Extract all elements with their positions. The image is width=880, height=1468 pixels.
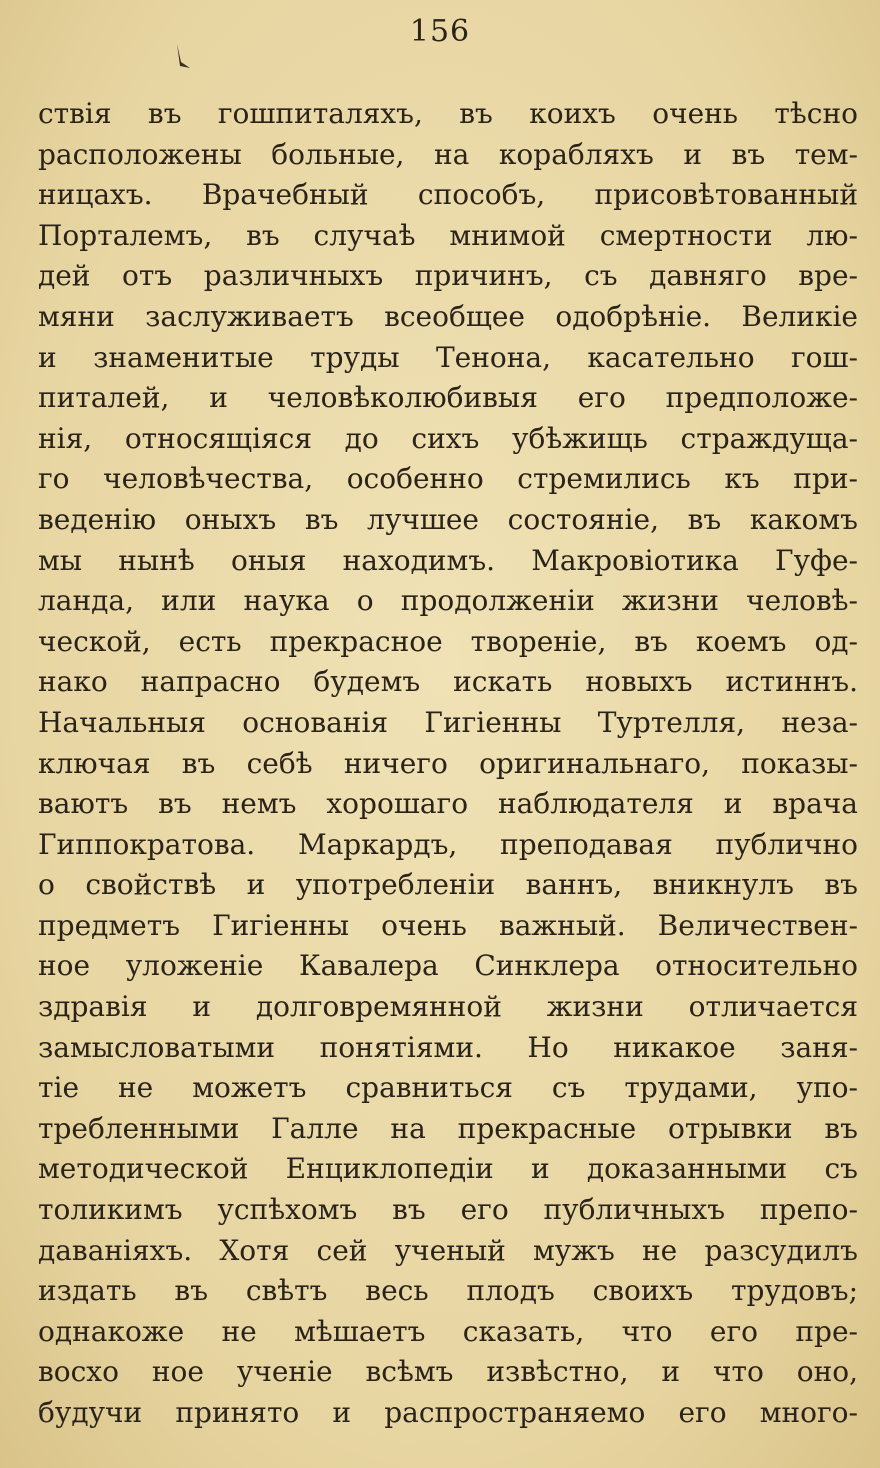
text-line: даваніяхъ. Хотя сей ученый мужъ не разсудилъ [38, 1233, 858, 1267]
text-line: здравія и долговремянной жизни отличается [38, 990, 858, 1024]
text-line: восхо ное ученіе всѣмъ извѣстно, и что оно, [38, 1355, 858, 1389]
text-line: нако напрасно будемъ искать новыхъ истиннъ. [38, 665, 858, 699]
text-line: ствія въ гошпиталяхъ, въ коихъ очень тѣсно [38, 97, 858, 130]
text-line: веденію оныхъ въ лучшее состояніе, въ какомъ [38, 502, 858, 536]
text-line: го человѣчества, особенно стремились къ при- [38, 462, 858, 496]
text-line: толикимъ успѣхомъ въ его публичныхъ препо- [38, 1193, 858, 1227]
text-line: ключая въ себѣ ничего оригинальнаго, показы- [38, 746, 858, 780]
text-line: однакоже не мѣшаетъ сказать, что его пре- [38, 1314, 858, 1348]
text-line: будучи принято и распространяемо его много- [38, 1396, 858, 1429]
text-line: методической Енциклопедіи и доказанными съ [38, 1152, 858, 1186]
text-line: мы нынѣ оныя находимъ. Макровіотика Гуфе- [38, 543, 858, 577]
text-line: замысловатыми понятіями. Но никакое заня- [38, 1030, 858, 1064]
text-line: ваютъ въ немъ хорошаго наблюдателя и врача [38, 787, 858, 821]
ink-mark-icon [172, 42, 194, 72]
text-line: дей отъ различныхъ причинъ, съ давняго вре- [38, 259, 858, 293]
text-line: ланда, или наука о продолженіи жизни человѣ- [38, 584, 858, 618]
page-number: 156 [409, 14, 471, 49]
text-line: нія, относящіяся до сихъ убѣжищь страждуща- [38, 421, 858, 455]
text-line: издать въ свѣтъ весь плодъ своихъ трудовъ; [38, 1274, 858, 1308]
text-line: Гиппократова. Маркардъ, преподавая публично [38, 827, 858, 861]
text-line: требленными Галле на прекрасные отрывки въ [38, 1111, 858, 1145]
text-body [38, 94, 858, 1434]
text-line: предметъ Гигіенны очень важный. Величествен- [38, 908, 858, 942]
text-line: и знаменитые труды Тенона, касательно гош- [38, 340, 858, 374]
text-line: питалей, и человѣколюбивыя его предположе- [38, 381, 858, 415]
text-line: ческой, есть прекрасное твореніе, въ коемъ од- [38, 624, 858, 658]
text-line: тіе не можетъ сравниться съ трудами, упо- [38, 1071, 858, 1105]
text-line: расположены больные, на корабляхъ и въ тем- [38, 137, 858, 171]
text-line: Начальныя основанія Гигіенны Туртелля, неза- [38, 705, 858, 739]
text-line: Порталемъ, въ случаѣ мнимой смертности лю- [38, 218, 858, 252]
text-line: ницахъ. Врачебный способъ, присовѣтованный [38, 178, 858, 212]
text-line: о свойствѣ и употребленіи ваннъ, вникнулъ въ [38, 868, 858, 902]
text-line: ное уложеніе Кавалера Синклера относительно [38, 949, 858, 983]
text-line: мяни заслуживаетъ всеобщее одобрѣніе. Великіе [38, 299, 858, 333]
